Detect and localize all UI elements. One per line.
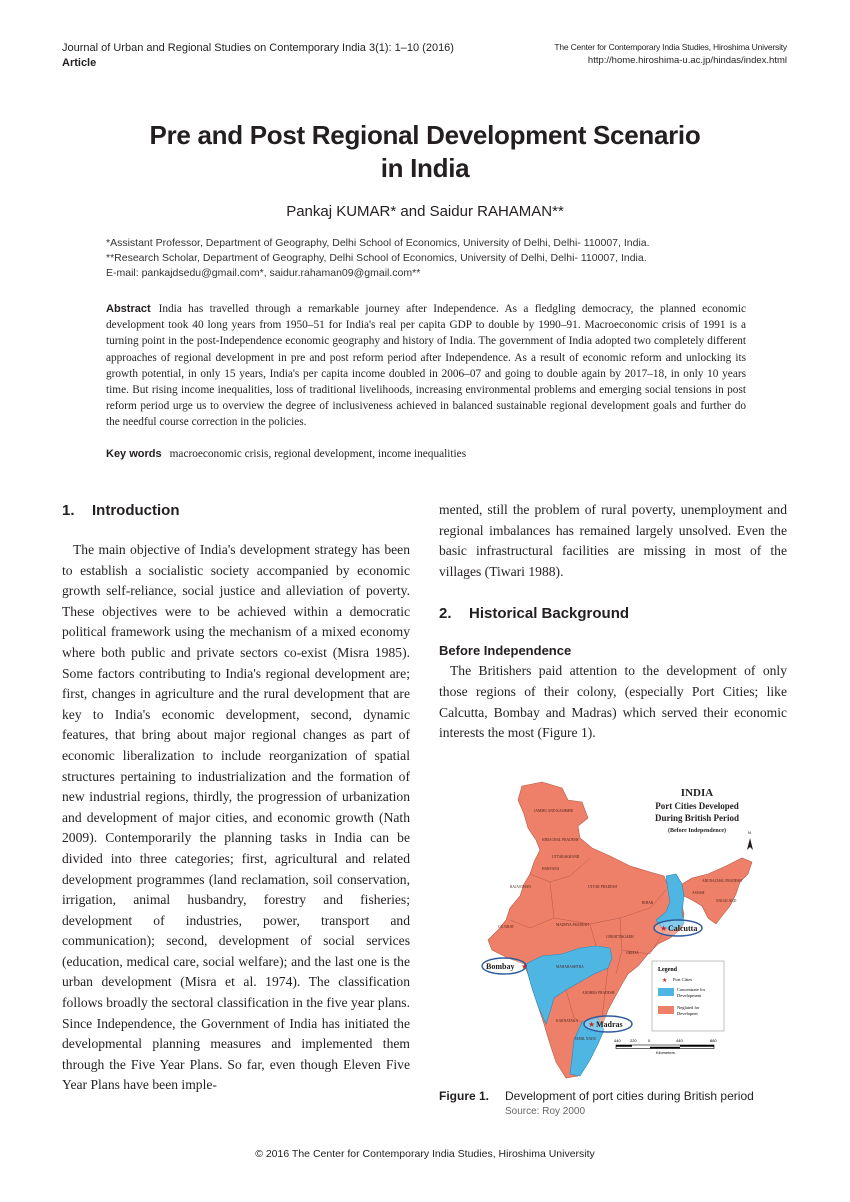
section-heading-introduction (62, 500, 410, 522)
india-map-icon (470, 778, 800, 1082)
svg-text:ASSAM: ASSAM (692, 891, 705, 895)
svg-text:KARNATAKA: KARNATAKA (556, 1019, 579, 1023)
svg-text:MAHARASHTRA: MAHARASHTRA (556, 965, 584, 969)
abstract-text: India has travelled through a remarkable journey after Independence. As a fledgling democracy, the planned economic development took 40 long years from 1950–51 for India's real per capita GDP to double by 1990–91. Macroeconomic crisis of 1991 is a turning point in the post-Independence economic geography and history of India. The government of India adopted two completely different approaches of regional development in pre and post reform period after Independence. As a result of economic reform and unlocking its growth potential, in only 15 years, India's per capita income doubled in 2006–07 and going to double again by 2017–18, in only 10 years time. But rising income inequalities, loss of traditional livelihoods, increasing environmental problems and emerging social tensions in post reform period urge us to overview the degree of inclusiveness achieved in balanced sustainable regional development goals and further do the needful course correction in the policies. (106, 303, 746, 429)
affiliation-2: **Research Scholar, Department of Geography, Delhi School of Economics, University of Delhi, Delhi- 110007, India. (106, 252, 647, 264)
article-type: Article (62, 57, 97, 69)
svg-text:ARUNACHAL PRADESH: ARUNACHAL PRADESH (702, 879, 742, 883)
svg-text:440: 440 (614, 1038, 621, 1043)
svg-text:UTTARAKHAND: UTTARAKHAND (552, 855, 580, 859)
publisher-name: The Center for Contemporary India Studies, Hiroshima University (554, 42, 787, 52)
svg-text:Port Cities Developed: Port Cities Developed (655, 801, 739, 811)
svg-text:ANDHRA PRADESH: ANDHRA PRADESH (582, 991, 615, 995)
title-line-2: in India (380, 153, 470, 183)
svg-text:Developnet: Developnet (677, 1011, 698, 1016)
section-number: 2. (439, 605, 452, 623)
section-number: 1. (62, 502, 75, 519)
svg-text:RAJASTHAN: RAJASTHAN (510, 885, 531, 889)
svg-text:★: ★ (660, 924, 668, 933)
affiliation-1: *Assistant Professor, Department of Geography, Delhi School of Economics, University of Delhi, Delhi- 110007, India. (106, 237, 650, 249)
svg-text:★: ★ (521, 962, 529, 971)
figure-source: Source: Roy 2000 (505, 1106, 586, 1117)
svg-text:Development: Development (677, 993, 702, 998)
section-heading-historical-background (439, 603, 787, 625)
affiliations (106, 236, 650, 281)
figure-india-map (470, 778, 800, 1082)
keywords (106, 448, 466, 460)
svg-text:CHHATTISGARH: CHHATTISGARH (606, 935, 634, 939)
svg-text:220: 220 (630, 1038, 637, 1043)
svg-text:MADHYA PRADESH: MADHYA PRADESH (556, 923, 589, 927)
svg-text:Bombay: Bombay (486, 962, 515, 971)
publisher-url[interactable]: http://home.hiroshima-u.ac.jp/hindas/index.html (587, 55, 787, 66)
svg-text:BIHAR: BIHAR (642, 901, 654, 905)
abstract (106, 301, 746, 431)
running-header-right (554, 41, 787, 67)
paper-title (0, 119, 850, 185)
section-title: Introduction (92, 502, 180, 519)
svg-text:During British Period: During British Period (654, 813, 740, 823)
svg-text:★: ★ (662, 978, 668, 984)
map-legend (652, 961, 724, 1031)
svg-text:INDIA: INDIA (680, 787, 714, 799)
svg-text:TAMIL NADU: TAMIL NADU (574, 1037, 597, 1041)
figure-caption (439, 1089, 754, 1119)
svg-text:Kilometers: Kilometers (656, 1050, 675, 1055)
figure-label: Figure 1. (439, 1089, 490, 1103)
svg-text:Madras: Madras (596, 1020, 623, 1029)
svg-text:440: 440 (676, 1038, 683, 1043)
intro-paragraph: The main objective of India's development strategy has been to establish a socialistic society accompanied by economic growth self-reliance, social justice and alleviation of poverty. These objectives were to be achieved within a democratic political framework using the mechanism of a mixed economy where both public and private sectors co-exist (Misra 1985). Some factors contributing to India's regional development are; first, changes in agriculture and the rural development that are key to India's economic development, second, dynamic features, that bring about major regional changes as part of economic liberalization to include reorganization of spatial structures pertaining to industrialization and the formation of new industrial regions, thirdly, the progression of urbanization and development of major cities, and economic growth (Nath 2009). Contemporarily the planning tasks in India can be divided into three categories; first, agricultural and related development programmes (land reclamation, soil conservation, irrigation, animal husbandry, forestry and fisheries; development of industries, power, transport and communication); second, development of social services (education, medical care, social welfare); and the last one is the urban development (Misra et al. 1974). The classification follows broadly the sectoral classification in the five year plans. Since Independence, the Government of India has initiated the developmental planning measures and implemented them through the Five Year Plans. So far, even though Eleven Five Year Plans have been imple- (62, 542, 410, 1093)
intro-continuation: mented, still the problem of rural poverty, unemployment and regional imbalances has remained largely unsolved. Even the basic infrastructural facilities are missing in most of the villages (Tiwari 1988). (439, 502, 787, 579)
journal-citation: Journal of Urban and Regional Studies on Contemporary India 3(1): 1–10 (2016) (62, 42, 454, 54)
svg-text:UTTAR PRADESH: UTTAR PRADESH (588, 885, 617, 889)
running-header-left (62, 41, 454, 71)
svg-text:Port Cities: Port Cities (673, 977, 693, 982)
svg-text:N: N (748, 830, 751, 835)
north-arrow-icon (747, 830, 753, 850)
svg-text:HARYANA: HARYANA (542, 867, 560, 871)
svg-text:JAMMU AND KASHMIR: JAMMU AND KASHMIR (534, 809, 573, 813)
svg-text:★: ★ (588, 1020, 596, 1029)
svg-text:Legend: Legend (658, 967, 678, 973)
subsection-heading: Before Independence (439, 643, 572, 659)
history-paragraph: The Britishers paid attention to the development of only those regions of their colony, (especially Port Cities; like Calcutta, Bombay and Madras) which served their economic interests the most (Figure 1). (439, 663, 787, 741)
svg-text:Concentrate for: Concentrate for (677, 987, 706, 992)
svg-text:ORISSA: ORISSA (626, 951, 639, 955)
title-line-1: Pre and Post Regional Development Scenario (149, 120, 701, 150)
keywords-label: Key words (106, 448, 162, 460)
svg-text:(Before Independence): (Before Independence) (667, 828, 727, 834)
svg-text:Calcutta: Calcutta (668, 924, 698, 933)
keywords-text: macroeconomic crisis, regional development, income inequalities (169, 448, 467, 460)
authors: Pankaj KUMAR* and Saidur RAHAMAN** (286, 203, 564, 220)
svg-text:880: 880 (710, 1038, 717, 1043)
svg-text:0: 0 (648, 1038, 651, 1043)
author-emails: E-mail: pankajdsedu@gmail.com*, saidur.rahaman09@gmail.com** (106, 267, 421, 279)
svg-text:Neglated for: Neglated for (677, 1005, 700, 1010)
svg-text:NAGALAND: NAGALAND (716, 899, 737, 903)
section-title: Historical Background (469, 605, 630, 623)
scale-bar (614, 1038, 717, 1055)
right-column (439, 500, 787, 744)
abstract-label: Abstract (106, 303, 151, 315)
svg-text:HIMACHAL PRADESH: HIMACHAL PRADESH (542, 838, 579, 842)
svg-text:GUJARAT: GUJARAT (498, 925, 514, 929)
page-footer: © 2016 The Center for Contemporary India Studies, Hiroshima University (255, 1148, 595, 1160)
caption-text: Development of port cities during British period (505, 1089, 754, 1103)
left-column (62, 500, 410, 1096)
